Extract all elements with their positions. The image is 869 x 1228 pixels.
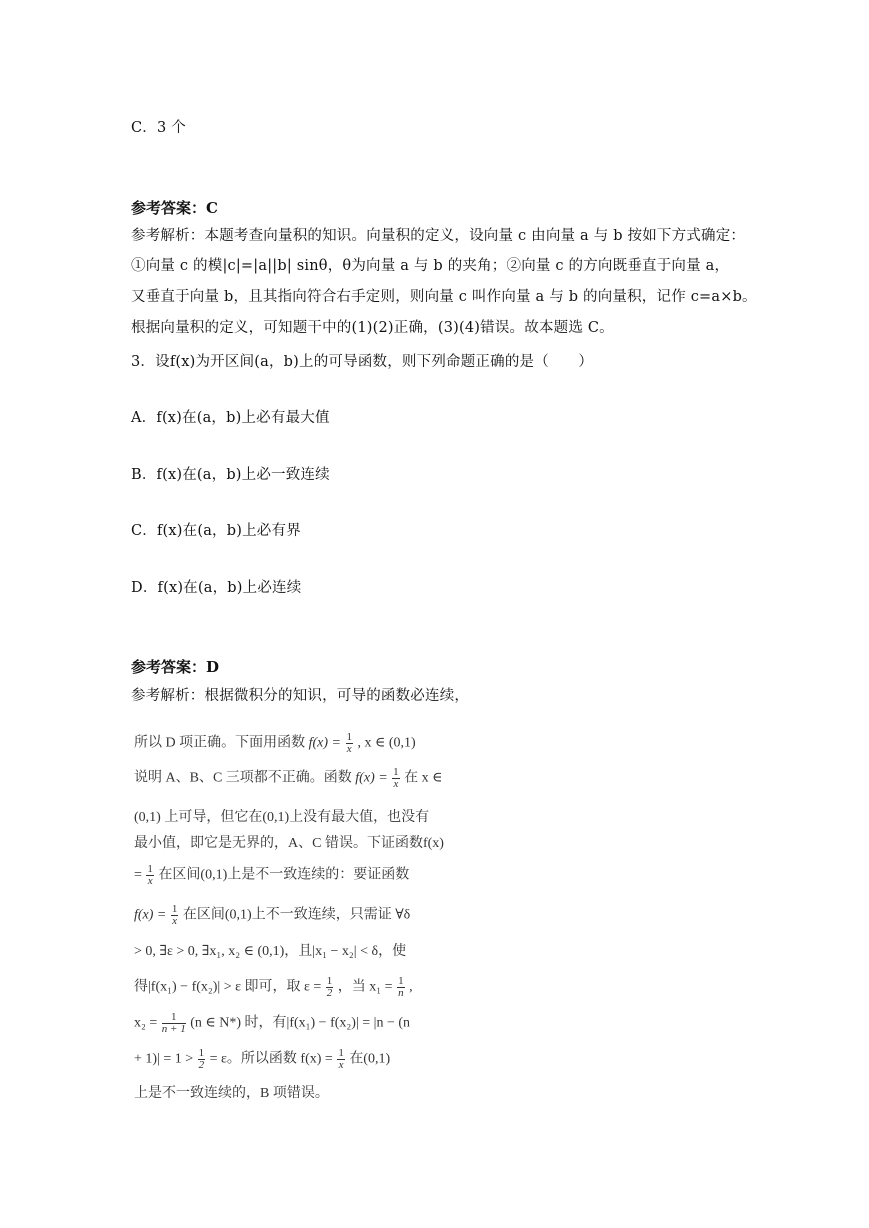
proof-line-9: x₂ = $\frac{1}{n + 1}$ (n ∈ N*) 时，有|f(x₁) − f(x₂)| = |n − (n [134, 1011, 411, 1035]
q3-option-d: D．f(x)在(a，b)上必连续 [131, 580, 302, 596]
proof-line-10: + 1)| = 1 > $\frac{1}{2}$ = ε。所以函数 f(x) = $\frac{1}{x}$ 在(0,1) [134, 1047, 391, 1071]
fraction-1-over-2: $\frac{1}{2}$ [326, 975, 333, 999]
q2-analysis-line-2: ①向量 c 的模|c|=|a||b| sinθ，θ为向量 a 与 b 的夹角；②向量 c 的方向既垂直于向量 a， [131, 258, 730, 274]
fraction-1-over-x: $\frac{1}{x}$ [147, 863, 153, 887]
fraction-1-over-x: $\frac{1}{x}$ [346, 731, 352, 755]
proof-line-4: 最小值，即它是无界的，A、C 错误。下证函数f(x) [134, 836, 444, 851]
q2-analysis-line-3: 又垂直于向量 b，且其指向符合右手定则，则向量 c 叫作向量 a 与 b 的向量积，记作 c=a×b。 [131, 289, 757, 305]
proof-line-7: > 0, ∃ε > 0, ∃x₁, x₂ ∈ (0,1)，且|x₁ − x₂| < δ，使 [134, 944, 407, 959]
q2-analysis-line-1: 参考解析：本题考查向量积的知识。向量积的定义，设向量 c 由向量 a 与 b 按如下方式确定： [131, 228, 746, 244]
q3-option-a: A．f(x)在(a，b)上必有最大值 [131, 410, 330, 426]
proof-line-8: 得|f(x₁) − f(x₂)| > ε 即可，取 ε = $\frac{1}{2}$ ，当 x₁ = $\frac{1}{n}$ , [134, 975, 413, 999]
fraction-1-over-n-plus-1: $\frac{1}{n + 1}$ [161, 1011, 186, 1035]
q2-answer: 参考答案：C [131, 199, 218, 217]
fraction-1-over-x: $\frac{1}{x}$ [393, 766, 399, 790]
proof-line-2: 说明 A、B、C 三项都不正确。函数 f(x) = $\frac{1}{x}$ 在 x ∈ [134, 766, 443, 790]
q3-analysis: 参考解析：根据微积分的知识，可导的函数必连续， [131, 688, 470, 704]
q3-stem: 3．设f(x)为开区间(a，b)上的可导函数，则下列命题正确的是（ ） [131, 354, 594, 370]
fraction-1-over-2: $\frac{1}{2}$ [198, 1047, 205, 1071]
proof-line-5: = $\frac{1}{x}$ 在区间(0,1)上是不一致连续的：要证函数 [134, 863, 410, 887]
proof-line-6: f(x) = $\frac{1}{x}$ 在区间(0,1)上不一致连续，只需证 ∀δ [134, 903, 411, 927]
q2-option-c: C．3 个 [131, 120, 186, 136]
fraction-1-over-n: $\frac{1}{n}$ [398, 975, 404, 999]
q3-option-c: C．f(x)在(a，b)上必有界 [131, 523, 301, 539]
fraction-1-over-x: $\frac{1}{x}$ [171, 903, 178, 927]
q3-option-b: B．f(x)在(a，b)上必一致连续 [131, 467, 330, 483]
q2-analysis-line-4: 根据向量积的定义，可知题干中的(1)(2)正确，(3)(4)错误。故本题选 C。 [131, 320, 614, 336]
proof-image-block [134, 728, 444, 1108]
proof-line-11: 上是不一致连续的，B 项错误。 [134, 1086, 329, 1101]
q3-answer: 参考答案：D [131, 658, 220, 676]
proof-line-1: 所以 D 项正确。下面用函数 f(x) = $\frac{1}{x}$ , x ∈ (0,1) [134, 731, 416, 755]
proof-line-3: (0,1) 上可导，但它在(0,1)上没有最大值，也没有 [134, 810, 430, 825]
fraction-1-over-x: $\frac{1}{x}$ [338, 1047, 344, 1071]
